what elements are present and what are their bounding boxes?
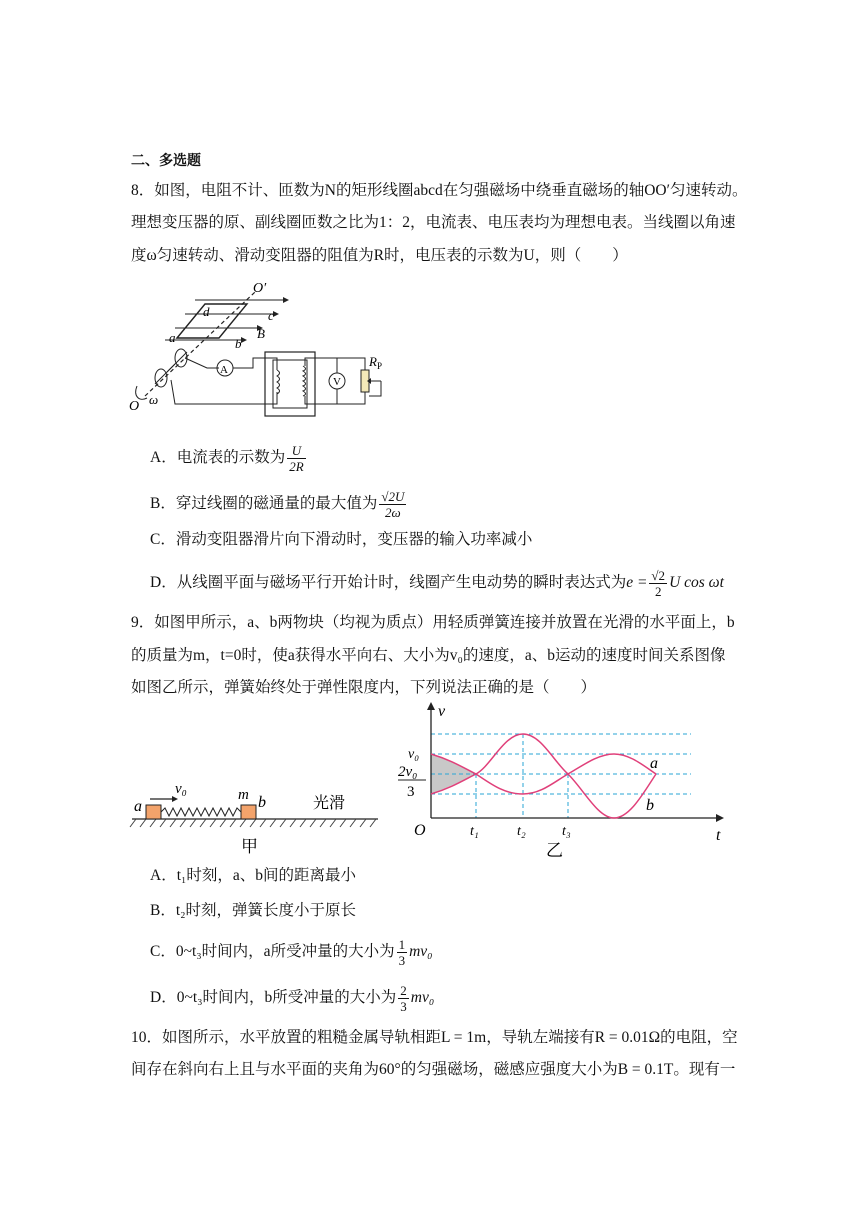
secondary-winding <box>303 366 306 396</box>
label-field-b: B <box>257 326 265 341</box>
caption-yi: 乙 <box>546 841 563 860</box>
ammeter-label: A <box>220 364 228 376</box>
label-o: O <box>129 399 140 414</box>
shaft <box>167 352 187 372</box>
block-b <box>241 805 256 819</box>
label-b: b <box>235 336 242 351</box>
caption-jia: 甲 <box>241 837 258 856</box>
q9-option-d[interactable] <box>150 983 434 1014</box>
q8-line-3: 度ω匀速转动、滑动变阻器的阻值为R时，电压表的示数为U，则（ ） <box>131 247 628 264</box>
option-a-fraction: $\frac{U}{2R}$ <box>289 443 304 474</box>
wire <box>305 392 365 404</box>
axis-label-t: t <box>716 827 721 844</box>
option-b-fraction: $\frac{√2U}{2\omega}$ <box>381 489 405 520</box>
tick-label-t2: t₂ <box>517 824 526 839</box>
option-d-rhs: mv₀ <box>410 989 435 1007</box>
t-axis-arrowhead <box>716 814 724 822</box>
q9-line-3: 如图乙所示，弹簧始终处于弹性限度内，下列说法正确的是（ ） <box>131 679 597 696</box>
option-d-fraction: $\frac{2}{3}$ <box>400 983 407 1014</box>
q9-option-a[interactable]: A．t₁时刻，a、b间的距离最小 <box>150 867 357 884</box>
label-a: a <box>134 798 142 815</box>
option-d-text: D．从线圈平面与磁场平行开始计时，线圈产生电动势的瞬时表达式为 <box>150 574 627 592</box>
label-b: b <box>258 794 266 811</box>
q9-figure-yi <box>386 700 731 865</box>
option-c-fraction: $\frac{1}{3}$ <box>398 937 406 968</box>
q10-line-1: 10．如图所示，水平放置的粗糙金属导轨相距L = 1m，导轨左端接有R = 0.01Ω的电阻，空 <box>131 1029 738 1046</box>
label-smooth: 光滑 <box>313 795 346 812</box>
label-c: c <box>268 308 274 323</box>
wire <box>233 358 277 370</box>
v-axis-arrowhead <box>427 702 435 710</box>
transformer-core-inner <box>273 360 307 408</box>
tick-label-2v0-den: 3 <box>407 784 415 800</box>
series-label-b: b <box>646 797 654 814</box>
option-c-text: C．0~t₃时间内，a所受冲量的大小为 <box>150 943 395 961</box>
block-a <box>146 805 161 819</box>
option-a-text: A．电流表的示数为 <box>150 449 286 467</box>
q9-figure-jia <box>128 775 383 865</box>
section-title: 二、多选题 <box>131 153 201 169</box>
axis-label-v: v <box>438 703 446 720</box>
series-label-a: a <box>650 755 658 772</box>
origin-label: O <box>414 822 426 839</box>
tick-label-2v0-num: 2v₀ <box>398 764 418 780</box>
q9-line-1: 9．如图甲所示，a、b两物块（均视为质点）用轻质弹簧连接并放置在光滑的水平面上，b <box>131 614 735 631</box>
label-a: a <box>169 330 176 345</box>
q9-option-c[interactable] <box>150 937 433 968</box>
label-rp: $R_P$ <box>369 354 382 371</box>
tick-label-t3: t₃ <box>562 824 571 839</box>
tick-label-t1: t₁ <box>470 824 479 839</box>
wire <box>171 380 277 404</box>
label-omega: ω <box>149 392 159 407</box>
option-c-rhs: mv₀ <box>409 943 433 961</box>
q10-line-2: 间存在斜向右上且与水平面的夹角为60°的匀强磁场，磁感应强度大小为B = 0.1T。现有一 <box>131 1061 736 1078</box>
option-b-text: B．穿过线圈的磁通量的最大值为 <box>150 495 378 513</box>
q8-generator-figure <box>125 278 395 418</box>
q8-line-1: 8．如图，电阻不计、匝数为N的矩形线圈abcd在匀强磁场中绕垂直磁场的轴OO′匀速转动。 <box>131 182 748 199</box>
ground-hatching <box>130 819 376 827</box>
field-arrowhead <box>283 297 289 303</box>
q9-option-b[interactable]: B．t₂时刻，弹簧长度小于原长 <box>150 902 357 919</box>
q8-option-d[interactable] <box>150 568 724 599</box>
field-arrowhead <box>241 337 247 343</box>
rotation-arrow <box>136 386 147 399</box>
spring <box>161 808 241 816</box>
voltmeter-label: V <box>333 376 341 388</box>
q8-option-b[interactable] <box>150 489 408 520</box>
option-d-lhs: e = <box>626 574 648 592</box>
wire <box>305 358 365 370</box>
option-d-fraction: $\frac{√2}{2}$ <box>651 568 666 599</box>
q8-option-a[interactable] <box>150 443 308 474</box>
q8-line-2: 理想变压器的原、副线圈匝数之比为1：2，电流表、电压表均为理想电表。当线圈以角速 <box>131 214 736 231</box>
label-d: d <box>203 304 210 319</box>
primary-winding <box>277 370 280 394</box>
label-o-prime: O′ <box>253 281 267 296</box>
label-v0: v₀ <box>175 781 187 797</box>
wire <box>185 358 219 368</box>
tick-label-v0: v₀ <box>408 747 420 762</box>
option-d-text: D．0~t₃时间内，b所受冲量的大小为 <box>150 989 397 1007</box>
q8-option-c[interactable]: C．滑动变阻器滑片向下滑动时，变压器的输入功率减小 <box>150 531 533 548</box>
label-m: m <box>238 787 249 803</box>
q9-line-2: 的质量为m，t=0时，使a获得水平向右、大小为v₀的速度，a、b运动的速度时间关系图像 <box>131 647 726 664</box>
field-arrowhead <box>273 311 279 317</box>
option-d-rhs: U cos ωt <box>669 574 724 592</box>
